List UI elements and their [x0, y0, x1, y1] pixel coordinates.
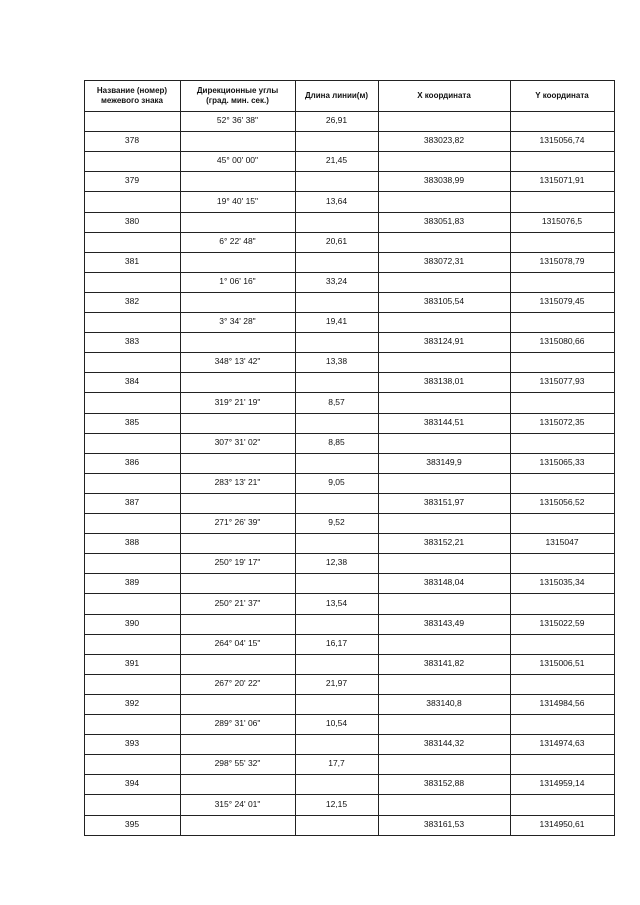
- point-x: 383161,53: [423, 818, 465, 829]
- header-point-name: Название (номер) межевого знака: [96, 86, 168, 105]
- segment-length: 13,54: [325, 597, 348, 608]
- point-x: 383148,04: [423, 577, 465, 588]
- point-y: 1315072,35: [539, 416, 585, 427]
- segment-angle: 289° 31' 06": [214, 718, 261, 729]
- segment-angle: 19° 40' 15": [216, 195, 259, 206]
- row-divider: [84, 654, 614, 655]
- segment-angle: 250° 21' 37": [214, 597, 261, 608]
- segment-angle: 307° 31' 02": [214, 436, 261, 447]
- segment-length: 33,24: [325, 275, 348, 286]
- row-divider: [84, 573, 614, 574]
- row-divider: [84, 413, 614, 414]
- row-divider: [84, 80, 614, 81]
- row-divider: [84, 453, 614, 454]
- row-divider: [84, 191, 614, 192]
- point-x: 383144,51: [423, 416, 465, 427]
- column-divider: [84, 80, 85, 836]
- row-divider: [84, 674, 614, 675]
- row-divider: [84, 332, 614, 333]
- point-name: 393: [124, 738, 140, 749]
- segment-length: 16,17: [325, 637, 348, 648]
- header-line-length: Длина линии(м): [304, 90, 369, 100]
- point-name: 384: [124, 376, 140, 387]
- segment-angle: 52° 36' 38": [216, 115, 259, 126]
- point-name: 392: [124, 698, 140, 709]
- point-x: 383143,49: [423, 617, 465, 628]
- row-divider: [84, 392, 614, 393]
- point-y: 1314974,63: [539, 738, 585, 749]
- row-divider: [84, 151, 614, 152]
- point-name: 388: [124, 537, 140, 548]
- point-x: 383038,99: [423, 175, 465, 186]
- point-y: 1315056,52: [539, 497, 585, 508]
- column-divider: [510, 80, 511, 836]
- point-name: 379: [124, 175, 140, 186]
- point-x: 383051,83: [423, 215, 465, 226]
- segment-angle: 250° 19' 17": [214, 557, 261, 568]
- row-divider: [84, 714, 614, 715]
- point-y: 1314950,61: [539, 818, 585, 829]
- point-name: 385: [124, 416, 140, 427]
- point-y: 1315071,91: [539, 175, 585, 186]
- segment-length: 12,15: [325, 798, 348, 809]
- segment-angle: 264° 04' 15": [214, 637, 261, 648]
- point-name: 389: [124, 577, 140, 588]
- point-y: 1315077,93: [539, 376, 585, 387]
- point-name: 378: [124, 135, 140, 146]
- segment-angle: 319° 21' 19": [214, 396, 261, 407]
- row-divider: [84, 694, 614, 695]
- segment-length: 19,41: [325, 316, 348, 327]
- column-divider: [614, 80, 615, 836]
- row-divider: [84, 815, 614, 816]
- point-x: 383138,01: [423, 376, 465, 387]
- column-divider: [295, 80, 296, 836]
- point-y: 1315022,59: [539, 617, 585, 628]
- segment-length: 21,45: [325, 155, 348, 166]
- segment-angle: 348° 13' 42": [214, 356, 261, 367]
- row-divider: [84, 835, 614, 836]
- point-x: 383141,82: [423, 657, 465, 668]
- point-name: 380: [124, 215, 140, 226]
- header-y-coordinate: Y координата: [535, 90, 589, 100]
- segment-length: 9,05: [328, 476, 345, 487]
- row-divider: [84, 252, 614, 253]
- segment-length: 13,38: [325, 356, 348, 367]
- row-divider: [84, 513, 614, 514]
- row-divider: [84, 614, 614, 615]
- segment-length: 13,64: [325, 195, 348, 206]
- point-name: 395: [124, 818, 140, 829]
- segment-angle: 283° 13' 21": [214, 476, 261, 487]
- row-divider: [84, 131, 614, 132]
- point-y: 1315076,5: [541, 215, 583, 226]
- segment-angle: 1° 06' 16": [219, 275, 256, 286]
- segment-length: 8,85: [328, 436, 345, 447]
- point-name: 381: [124, 255, 140, 266]
- row-divider: [84, 553, 614, 554]
- segment-angle: 267° 20' 22": [214, 677, 261, 688]
- row-divider: [84, 352, 614, 353]
- point-name: 382: [124, 296, 140, 307]
- row-divider: [84, 272, 614, 273]
- row-divider: [84, 774, 614, 775]
- row-divider: [84, 473, 614, 474]
- point-x: 383023,82: [423, 135, 465, 146]
- column-divider: [180, 80, 181, 836]
- segment-angle: 6° 22' 48": [219, 235, 256, 246]
- segment-angle: 45° 00' 00": [216, 155, 259, 166]
- point-y: 1315006,51: [539, 657, 585, 668]
- segment-length: 20,61: [325, 235, 348, 246]
- segment-length: 26,91: [325, 115, 348, 126]
- point-x: 383151,97: [423, 497, 465, 508]
- point-name: 391: [124, 657, 140, 668]
- point-x: 383152,88: [423, 778, 465, 789]
- segment-length: 17,7: [328, 758, 345, 769]
- point-y: 1315079,45: [539, 296, 585, 307]
- row-divider: [84, 232, 614, 233]
- segment-angle: 3° 34' 28": [219, 316, 256, 327]
- row-divider: [84, 111, 614, 112]
- point-y: 1315078,79: [539, 255, 585, 266]
- point-y: 1314984,56: [539, 698, 585, 709]
- header-direction-angle: Дирекционные углы (град. мин. сек.): [196, 86, 279, 105]
- point-x: 383152,21: [423, 537, 465, 548]
- row-divider: [84, 493, 614, 494]
- row-divider: [84, 593, 614, 594]
- point-x: 383140,8: [426, 698, 462, 709]
- column-divider: [378, 80, 379, 836]
- point-x: 383105,54: [423, 296, 465, 307]
- point-name: 387: [124, 497, 140, 508]
- point-x: 383072,31: [423, 255, 465, 266]
- segment-length: 12,38: [325, 557, 348, 568]
- header-x-coordinate: X координата: [417, 90, 471, 100]
- point-name: 390: [124, 617, 140, 628]
- segment-angle: 315° 24' 01": [214, 798, 261, 809]
- row-divider: [84, 734, 614, 735]
- row-divider: [84, 634, 614, 635]
- point-name: 394: [124, 778, 140, 789]
- point-y: 1314959,14: [539, 778, 585, 789]
- point-x: 383144,32: [423, 738, 465, 749]
- segment-length: 21,97: [325, 677, 348, 688]
- row-divider: [84, 372, 614, 373]
- row-divider: [84, 312, 614, 313]
- row-divider: [84, 794, 614, 795]
- row-divider: [84, 171, 614, 172]
- row-divider: [84, 212, 614, 213]
- point-y: 1315047: [545, 537, 579, 548]
- segment-angle: 298° 55' 32": [214, 758, 261, 769]
- point-name: 383: [124, 336, 140, 347]
- point-name: 386: [124, 456, 140, 467]
- point-x: 383149,9: [426, 456, 462, 467]
- segment-length: 10,54: [325, 718, 348, 729]
- point-y: 1315080,66: [539, 336, 585, 347]
- row-divider: [84, 292, 614, 293]
- point-x: 383124,91: [423, 336, 465, 347]
- segment-length: 9,52: [328, 517, 345, 528]
- row-divider: [84, 433, 614, 434]
- point-y: 1315065,33: [539, 456, 585, 467]
- row-divider: [84, 533, 614, 534]
- point-y: 1315035,34: [539, 577, 585, 588]
- point-y: 1315056,74: [539, 135, 585, 146]
- row-divider: [84, 754, 614, 755]
- segment-angle: 271° 26' 39": [214, 517, 261, 528]
- segment-length: 8,57: [328, 396, 345, 407]
